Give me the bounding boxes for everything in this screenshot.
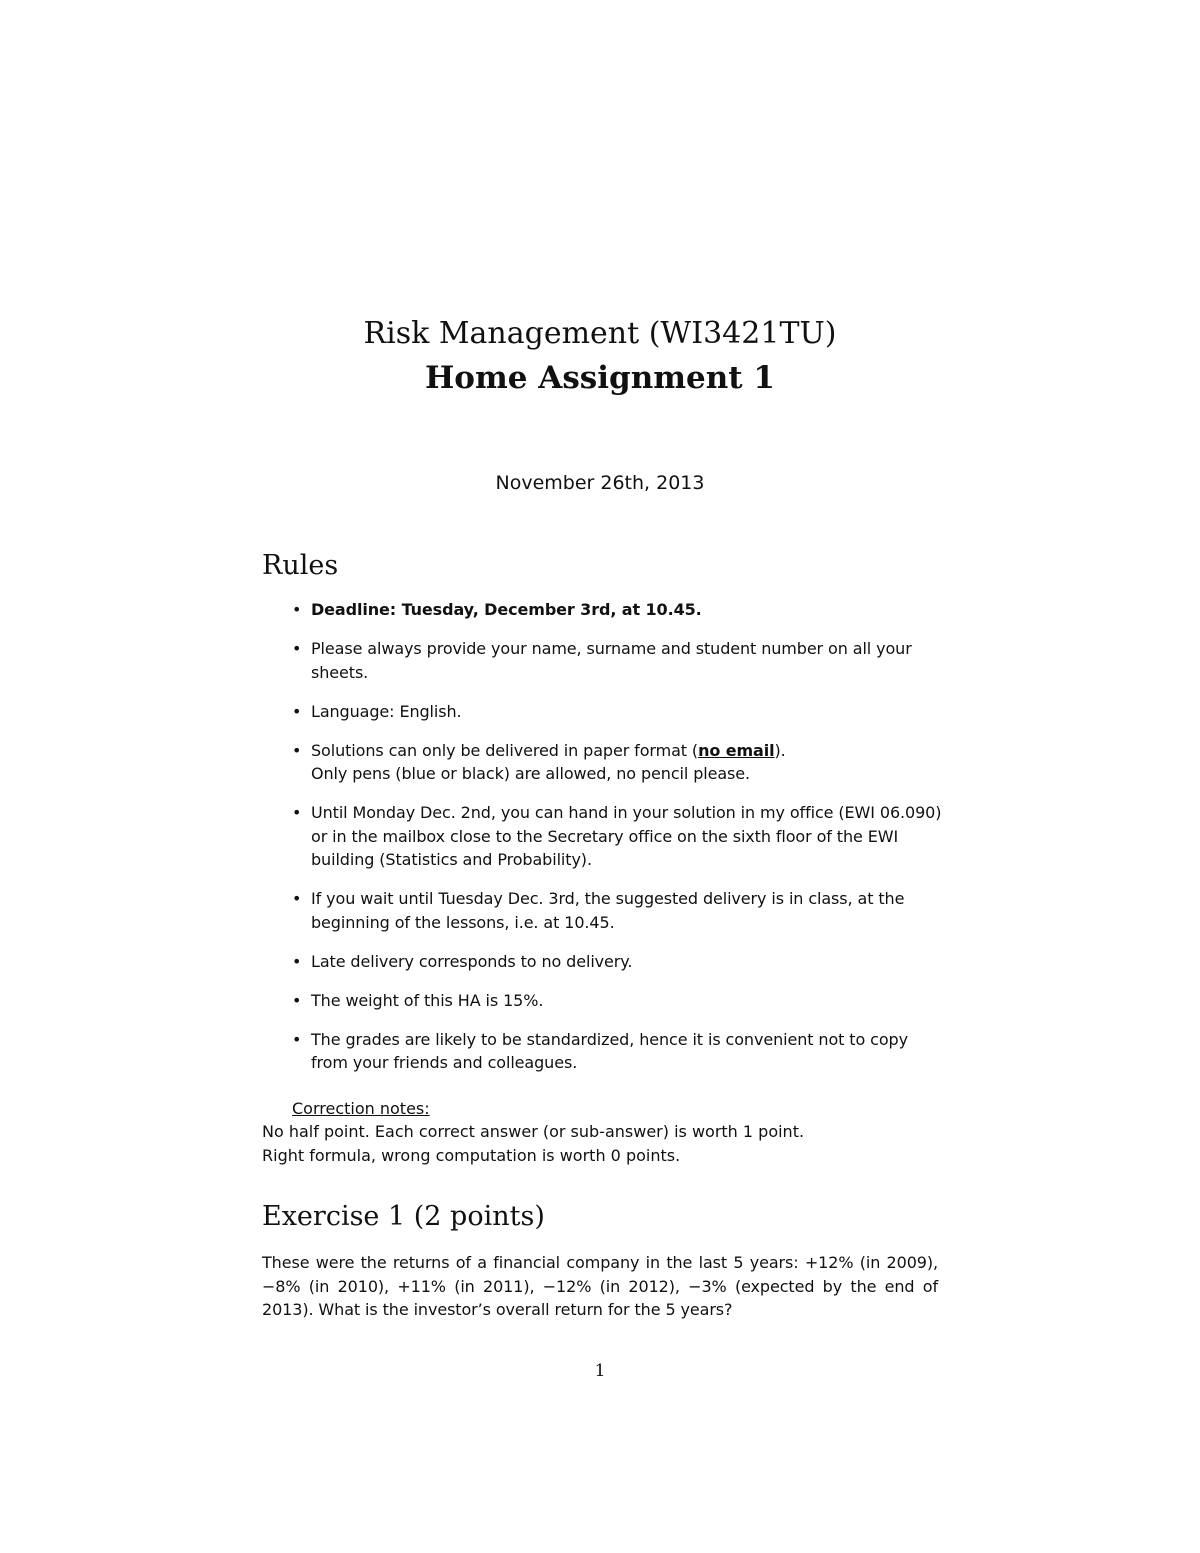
rule-item-weight	[292, 989, 942, 1013]
rule-item-solutions	[292, 739, 942, 786]
rule-text: Please always provide your name, surname and student number on all your sheets.	[311, 639, 912, 682]
bullet-icon: •	[292, 740, 302, 760]
rule-item-late-delivery	[292, 950, 942, 974]
rule-item-language	[292, 700, 942, 724]
assignment-title: Home Assignment 1	[425, 360, 775, 396]
rule-text-after: ).	[774, 740, 786, 760]
rules-heading: Rules	[262, 550, 339, 581]
rule-text: The weight of this HA is 15%.	[311, 990, 544, 1010]
correction-notes-label: Correction notes:	[292, 1099, 430, 1118]
correction-note: Right formula, wrong computation is worth 0 points.	[262, 1146, 681, 1165]
bullet-icon: •	[292, 639, 302, 658]
rule-item-class-delivery	[292, 887, 942, 934]
no-email-emphasis: no email	[698, 740, 775, 760]
rule-text: Language: English.	[311, 701, 462, 721]
bullet-icon: •	[292, 701, 302, 721]
rule-text: The grades are likely to be standardized, hence it is convenient not to copy from your friends and colleagues.	[311, 1029, 908, 1072]
rule-item-deadline	[292, 598, 942, 622]
bullet-icon: •	[292, 803, 302, 822]
document-date: November 26th, 2013	[495, 472, 705, 494]
rule-text: Late delivery corresponds to no delivery.	[311, 951, 633, 971]
rule-item-name	[292, 637, 942, 684]
page-number: 1	[594, 1361, 606, 1381]
rule-item-office	[292, 801, 942, 872]
rules-list	[292, 598, 942, 1090]
bullet-icon: •	[292, 1029, 302, 1049]
rule-text-line: Only pens (blue or black) are allowed, no pencil please.	[311, 764, 751, 783]
rule-text-before: Solutions can only be delivered in paper format (	[311, 740, 699, 760]
correction-note: No half point. Each correct answer (or sub-answer) is worth 1 point.	[262, 1122, 805, 1141]
rule-text: If you wait until Tuesday Dec. 3rd, the suggested delivery is in class, at the beginning of the lessons, i.e. at 10.45.	[311, 889, 905, 932]
bullet-icon: •	[292, 600, 302, 619]
exercise1-heading: Exercise 1 (2 points)	[262, 1201, 545, 1232]
bullet-icon: •	[292, 951, 302, 971]
bullet-icon: •	[292, 889, 302, 908]
course-title: Risk Management (WI3421TU)	[363, 316, 837, 351]
rule-item-grades	[292, 1028, 942, 1075]
rule-text-line	[311, 739, 942, 763]
rule-text: Until Monday Dec. 2nd, you can hand in your solution in my office (EWI 06.090) or in the mailbox close to the Secretary office on the sixth floor of the EWI building (Statistics and Probability).	[311, 803, 942, 869]
bullet-icon: •	[292, 990, 302, 1010]
rule-text: Deadline: Tuesday, December 3rd, at 10.45.	[311, 600, 702, 619]
exercise1-text: These were the returns of a financial company in the last 5 years: +12% (in 2009), −8% (in 2010), +11% (in 2011), −12% (in 2012), −3% (expected by the end of 2013). What is the investor’s overall return for the 5 years?	[262, 1253, 938, 1319]
